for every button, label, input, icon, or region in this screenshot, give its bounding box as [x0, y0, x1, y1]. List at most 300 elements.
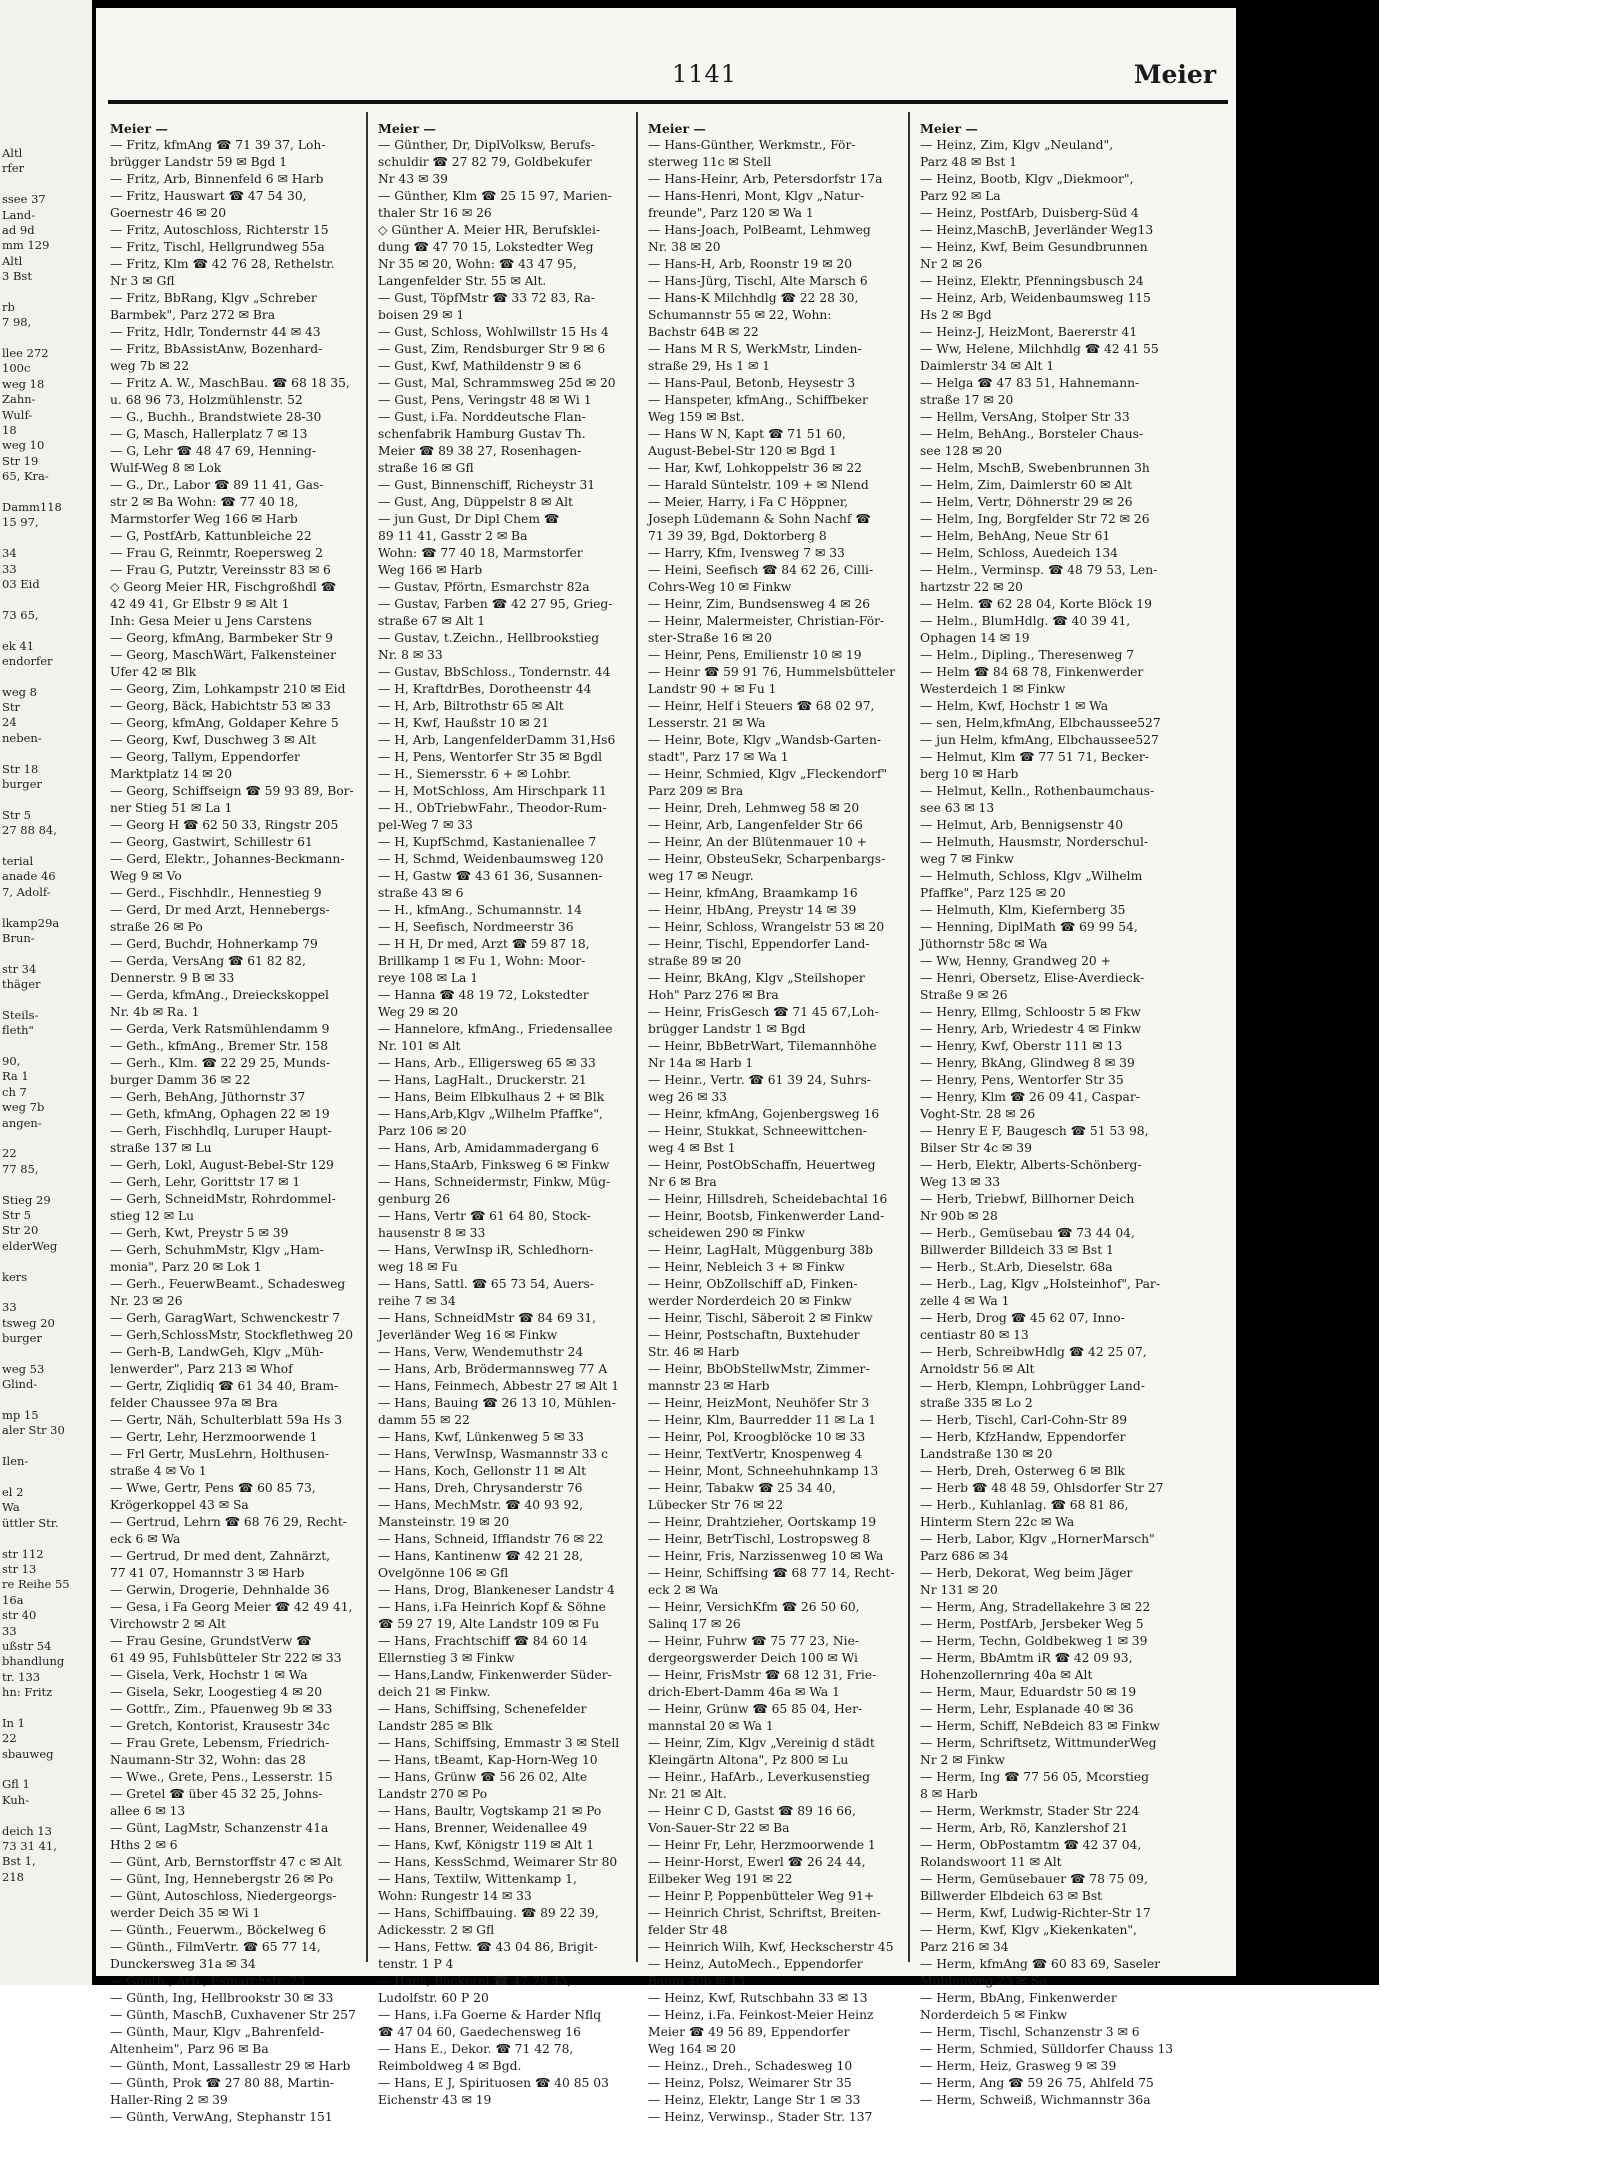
directory-entry-line: lenwerder", Parz 213 ✉ Whof — [110, 1362, 293, 1376]
directory-entry-line: Nr 14a ✉ Harb 1 — [648, 1056, 754, 1070]
directory-entry-line: Wohn: ☎ 77 40 18, Marmstorfer — [378, 546, 583, 560]
previous-page-fragment — [2, 1346, 92, 1361]
directory-entry-line: — Gerh., Klm. ☎ 22 29 25, Munds- — [110, 1056, 330, 1070]
directory-entry-line: Meier ☎ 49 56 89, Eppendorfer — [648, 2025, 850, 2039]
previous-page-fragment: Str 18 — [2, 761, 39, 776]
previous-page-fragment: 33 — [2, 1300, 17, 1315]
previous-page-fragment: Bst 1, — [2, 1854, 36, 1869]
directory-entry-line: — Gust, i.Fa. Norddeutsche Flan- — [378, 410, 586, 424]
directory-entry-line: — Hans, tBeamt, Kap-Horn-Weg 10 — [378, 1753, 598, 1767]
previous-page-fragment: Zahn- — [2, 392, 36, 407]
directory-entry-line: Dunckersweg 31a ✉ 34 — [110, 1957, 256, 1971]
directory-entry-line: Joseph Lüdemann & Sohn Nachf ☎ — [648, 512, 871, 526]
directory-entry-line: — Gust, Zim, Rendsburger Str 9 ✉ 6 — [378, 342, 606, 356]
directory-entry-line: Norderdeich 5 ✉ Finkw — [920, 2008, 1068, 2022]
directory-entry-line: Bilser Str 4c ✉ 39 — [920, 1141, 1032, 1155]
directory-entry-line: — Heinr, BetrTischl, Lostropsweg 8 — [648, 1532, 871, 1546]
previous-page-fragment — [2, 1131, 92, 1146]
directory-entry-line: straße 26 ✉ Po — [110, 920, 203, 934]
directory-entry-line: Parz 216 ✉ 34 — [920, 1940, 1009, 1954]
directory-entry-line: — G, Lehr ☎ 48 47 69, Henning- — [110, 444, 317, 458]
previous-page-fragment — [2, 623, 92, 638]
directory-entry-line: — Hans, Schiffbauing. ☎ 89 22 39, — [378, 1906, 599, 1920]
directory-entry-line: — Helm, Kwf, Hochstr 1 ✉ Wa — [920, 699, 1109, 713]
directory-entry-line: — H, KraftdrBes, Dorotheenstr 44 — [378, 682, 592, 696]
directory-entry-line: — Hans, SchneidMstr ☎ 84 69 31, — [378, 1311, 597, 1325]
directory-entry-line: — Günth., Arb., Esmarchstr. 73 — [110, 1974, 306, 1988]
directory-entry-line: — Frau Gesine, GrundstVerw ☎ — [110, 1634, 312, 1648]
directory-entry-line: — Herm, Ing ☎ 77 56 05, Mcorstieg — [920, 1770, 1150, 1784]
previous-page-fragment: anade 46 — [2, 869, 56, 884]
directory-entry-line: Nr 131 ✉ 20 — [920, 1583, 998, 1597]
directory-entry-line: — Günth, Maur, Klgv „Bahrenfeld- — [110, 2025, 325, 2039]
previous-page-fragment: rfer — [2, 161, 25, 176]
directory-entry-line: Pfaffke", Parz 125 ✉ 20 — [920, 886, 1066, 900]
directory-entry-line: Nr 6 ✉ Bra — [648, 1175, 717, 1189]
previous-page-fragment: Damm118 — [2, 499, 62, 514]
directory-entry-line: — Henning, DiplMath ☎ 69 99 54, — [920, 920, 1138, 934]
directory-entry-line: see 128 ✉ 20 — [920, 444, 1003, 458]
directory-entry-line: — Heinr, Grünw ☎ 65 85 04, Her- — [648, 1702, 863, 1716]
directory-entry-line: — Heinr, Fuhrw ☎ 75 77 23, Nie- — [648, 1634, 860, 1648]
directory-entry-line: — Heinr, ObZollschiff aD, Finken- — [648, 1277, 858, 1291]
directory-entry-line: — H., ObTriebwFahr., Theodor-Rum- — [378, 801, 607, 815]
directory-entry-line: — Günt, LagMstr, Schanzenstr 41a — [110, 1821, 329, 1835]
directory-entry-line: Weg 166 ✉ Harb — [378, 563, 483, 577]
directory-entry-line: — Gerh, BehAng, Jüthornstr 37 — [110, 1090, 306, 1104]
directory-entry-line: — H, Gastw ☎ 43 61 36, Susannen- — [378, 869, 603, 883]
directory-entry-line: — Helm., Dipling., Theresenweg 7 — [920, 648, 1135, 662]
directory-entry-line: Nr. 21 ✉ Alt. — [648, 1787, 727, 1801]
page-heading: Meier — [1133, 60, 1216, 89]
directory-entry-line: — Helm. ☎ 62 28 04, Korte Blöck 19 — [920, 597, 1152, 611]
directory-entry-line: — H, Kwf, Haußstr 10 ✉ 21 — [378, 716, 550, 730]
directory-entry-line: — Fritz, BbAssistAnw, Bozenhard- — [110, 342, 323, 356]
directory-entry-line: — Hans, Verw, Wendemuthstr 24 — [378, 1345, 584, 1359]
directory-entry-line: genburg 26 — [378, 1192, 451, 1206]
previous-page-fragment: str 34 — [2, 961, 37, 976]
previous-page-fragment: In 1 — [2, 1715, 25, 1730]
directory-entry-line: August-Bebel-Str 120 ✉ Bgd 1 — [648, 444, 837, 458]
directory-entry-line: — Henry, Kwf, Oberstr 111 ✉ 13 — [920, 1039, 1123, 1053]
previous-page-fragment: 3 Bst — [2, 269, 32, 284]
directory-entry-line: weg 7 ✉ Finkw — [920, 852, 1014, 866]
directory-entry-line: — Georg, MaschWärt, Falkensteiner — [110, 648, 337, 662]
directory-entry-line: Hinterm Stern 22c ✉ Wa — [920, 1515, 1075, 1529]
directory-entry-line: — Hannelore, kfmAng., Friedensallee — [378, 1022, 613, 1036]
directory-entry-line: — Heinr, kfmAng, Gojenbergsweg 16 — [648, 1107, 880, 1121]
directory-entry-line: dergeorgswerder Deich 100 ✉ Wi — [648, 1651, 858, 1665]
directory-entry-line: — Heinr, FrisGesch ☎ 71 45 67,Loh- — [648, 1005, 879, 1019]
directory-entry-line: 71 39 39, Bgd, Doktorberg 8 — [648, 529, 827, 543]
directory-entry-line: — Heinr, Pol, Kroogblöcke 10 ✉ 33 — [648, 1430, 866, 1444]
directory-entry-line: — Heinr, TextVertr, Knospenweg 4 — [648, 1447, 863, 1461]
directory-entry-line: reihe 7 ✉ 34 — [378, 1294, 456, 1308]
previous-page-fragment — [2, 1285, 92, 1300]
directory-entry-line: — Heinr, HeizMont, Neuhöfer Str 3 — [648, 1396, 870, 1410]
directory-entry-line: — Hans W N, Kapt ☎ 71 51 60, — [648, 427, 846, 441]
directory-entry-line: — Gertr, Ziqlidiq ☎ 61 34 40, Bram- — [110, 1379, 339, 1393]
directory-entry-line: — Herm, BbAmtm iR ☎ 42 09 93, — [920, 1651, 1133, 1665]
directory-entry-line: — Hans-Heinr, Arb, Petersdorfstr 17a — [648, 172, 883, 186]
previous-page-fragment: ek 41 — [2, 638, 35, 653]
previous-page-fragment: tr. 133 — [2, 1669, 41, 1684]
directory-entry-line: Salinq 17 ✉ 26 — [648, 1617, 741, 1631]
directory-entry-line: 42 49 41, Gr Elbstr 9 ✉ Alt 1 — [110, 597, 290, 611]
previous-page-edge — [0, 0, 92, 1985]
directory-entry-line: — Günth., Feuerwm., Böckelweg 6 — [110, 1923, 326, 1937]
directory-entry-line: Nr 2 ✉ Finkw — [920, 1753, 1005, 1767]
previous-page-fragment: thäger — [2, 977, 41, 992]
previous-page-fragment — [2, 1762, 92, 1777]
directory-entry-line: — Herm, Arb, Rö, Kanzlershof 21 — [920, 1821, 1129, 1835]
previous-page-fragment: Altl — [2, 146, 23, 160]
directory-entry-line: — Gustav, BbSchloss., Tondernstr. 44 — [378, 665, 611, 679]
directory-entry-line: allee 6 ✉ 13 — [110, 1804, 186, 1818]
directory-entry-line: Marmstorfer Weg 166 ✉ Harb — [110, 512, 298, 526]
previous-page-fragment — [2, 1531, 92, 1546]
directory-entry-line: — Gust, Binnenschiff, Richeystr 31 — [378, 478, 596, 492]
directory-entry-line: — Hans,Landw, Finkenwerder Süder- — [378, 1668, 612, 1682]
directory-entry-line: Adickesstr. 2 ✉ Gfl — [378, 1923, 495, 1937]
directory-entry-line: straße 43 ✉ 6 — [378, 886, 464, 900]
previous-page-fragment — [2, 1393, 92, 1408]
directory-entry-line: — Helmut, Arb, Bennigsenstr 40 — [920, 818, 1124, 832]
directory-entry-line: — Herb, Elektr, Alberts-Schönberg- — [920, 1158, 1142, 1172]
column-head: Meier — — [920, 121, 978, 136]
directory-entry-line: Weg 29 ✉ 20 — [378, 1005, 459, 1019]
previous-page-fragment: bhandlung — [2, 1654, 65, 1669]
directory-entry-line: — Harry, Kfm, Ivensweg 7 ✉ 33 — [648, 546, 845, 560]
directory-entry-line: — Heinz, Polsz, Weimarer Str 35 — [648, 2076, 852, 2090]
directory-entry-line: — Helmuth, Hausmstr, Norderschul- — [920, 835, 1149, 849]
directory-entry-line: Nr 43 ✉ 39 — [378, 172, 448, 186]
directory-entry-line: brügger Landstr 1 ✉ Bgd — [648, 1022, 806, 1036]
directory-entry-line: — Hellm, VersAng, Stolper Str 33 — [920, 410, 1130, 424]
previous-page-fragment: 22 — [2, 1731, 17, 1746]
previous-page-fragment: ch 7 — [2, 1084, 27, 1099]
directory-entry-line: — Hans, Schiffsing, Emmastr 3 ✉ Stell — [378, 1736, 620, 1750]
directory-entry-line: — Gerda, kfmAng., Dreieckskoppel — [110, 988, 329, 1002]
directory-entry-line: — Fritz A. W., MaschBau. ☎ 68 18 35, — [110, 376, 350, 390]
directory-entry-line: Landstraße 130 ✉ 20 — [920, 1447, 1053, 1461]
directory-entry-line: straße 67 ✉ Alt 1 — [378, 614, 486, 628]
previous-page-fragment — [2, 331, 92, 346]
directory-entry-line: Arnoldstr 56 ✉ Alt — [920, 1362, 1035, 1376]
directory-entry-line: — Hans, Kwf, Königstr 119 ✉ Alt 1 — [378, 1838, 595, 1852]
directory-entry-line: — Günt, Arb, Bernstorffstr 47 c ✉ Alt — [110, 1855, 342, 1869]
directory-entry-line: Krögerkoppel 43 ✉ Sa — [110, 1498, 249, 1512]
directory-entry-line: — Gerh,SchlossMstr, Stockflethweg 20 — [110, 1328, 354, 1342]
previous-page-fragment: 100c — [2, 361, 31, 376]
directory-entry-line: Ellernstieg 3 ✉ Finkw — [378, 1651, 515, 1665]
previous-page-fragment: kers — [2, 1269, 28, 1284]
directory-entry-line: — Gerd., Fischhdlr., Hennestieg 9 — [110, 886, 322, 900]
directory-entry-line: Jüthornstr 58c ✉ Wa — [920, 937, 1048, 951]
directory-entry-line: — Heinr, Tabakw ☎ 25 34 40, — [648, 1481, 836, 1495]
directory-entry-line: — Geth., kfmAng., Bremer Str. 158 — [110, 1039, 329, 1053]
directory-entry-line: mannstr 23 ✉ Harb — [648, 1379, 770, 1393]
directory-entry-line: werder Norderdeich 20 ✉ Finkw — [648, 1294, 852, 1308]
directory-entry-line: — Heinr, Hillsdreh, Scheidebachtal 16 — [648, 1192, 888, 1206]
previous-page-fragment: 34 — [2, 546, 17, 561]
directory-entry-line: — Hans, Dreh, Chrysanderstr 76 — [378, 1481, 583, 1495]
directory-entry-line: ner Stieg 51 ✉ La 1 — [110, 801, 233, 815]
directory-entry-line: — Herb., Lag, Klgv „Holsteinhof", Par- — [920, 1277, 1160, 1291]
directory-entry-line: — Herm, Schriftsetz, WittmunderWeg — [920, 1736, 1157, 1750]
directory-entry-line: — sen, Helm,kfmAng, Elbchaussee527 — [920, 716, 1161, 730]
previous-page-fragment: str 40 — [2, 1608, 37, 1623]
directory-entry-line: — Günth, Mont, Lassallestr 29 ✉ Harb — [110, 2059, 351, 2073]
directory-entry-line: — Meier, Harry, i Fa C Höppner, — [648, 495, 849, 509]
directory-entry-line: — Herb, SchreibwHdlg ☎ 42 25 07, — [920, 1345, 1147, 1359]
previous-page-fragment: Str 20 — [2, 1223, 39, 1238]
directory-entry-line: — Heinr, VersichKfm ☎ 26 50 60, — [648, 1600, 860, 1614]
directory-entry-line: Nr 2 ✉ 26 — [920, 257, 983, 271]
directory-entry-line: — Herm, Tischl, Schanzenstr 3 ✉ 6 — [920, 2025, 1140, 2039]
previous-page-fragment: Kuh- — [2, 1792, 30, 1807]
directory-entry-line: Billwerder Elbdeich 63 ✉ Bst — [920, 1889, 1103, 1903]
previous-page-fragment: Wa — [2, 1500, 20, 1515]
directory-entry-line: — Hanna ☎ 48 19 72, Lokstedter — [378, 988, 589, 1002]
directory-entry-line: — Herb ☎ 48 48 59, Ohlsdorfer Str 27 — [920, 1481, 1164, 1495]
directory-entry-line: Straße 9 ✉ 26 — [920, 988, 1008, 1002]
directory-entry-line: Brillkamp 1 ✉ Fu 1, Wohn: Moor- — [378, 954, 586, 968]
directory-entry-line: boisen 29 ✉ 1 — [378, 308, 465, 322]
previous-page-fragment: Stieg 29 — [2, 1192, 51, 1207]
directory-entry-line: — Hans, Bäckerei ☎ 47 79 43, — [378, 1974, 572, 1988]
directory-entry-line: — Herm, BbAng, Finkenwerder — [920, 1991, 1117, 2005]
previous-page-fragment: Gfl 1 — [2, 1777, 30, 1792]
directory-entry-line: — Hans, VerwInsp, Wasmannstr 33 c — [378, 1447, 609, 1461]
directory-entry-line: — Hans, E J, Spirituosen ☎ 40 85 03 — [378, 2076, 609, 2090]
previous-page-fragment: weg 53 — [2, 1361, 45, 1376]
directory-entry-line: — Heinr, Helf i Steuers ☎ 68 02 97, — [648, 699, 875, 713]
directory-entry-line: — Heinz, Verwinsp., Stader Str. 137 — [648, 2110, 873, 2124]
directory-entry-line: — Gerda, Verk Ratsmühlendamm 9 — [110, 1022, 330, 1036]
directory-entry-line: str 2 ✉ Ba Wohn: ☎ 77 40 18, — [110, 495, 299, 509]
directory-entry-line: — Helm, BehAng., Borsteler Chaus- — [920, 427, 1144, 441]
directory-entry-line: — Helm, Vertr, Döhnerstr 29 ✉ 26 — [920, 495, 1133, 509]
directory-entry-line: Naumann-Str 32, Wohn: das 28 — [110, 1753, 306, 1767]
directory-entry-line: — Henry, Pens, Wentorfer Str 35 — [920, 1073, 1124, 1087]
directory-entry-line: Ovelgönne 106 ✉ Gfl — [378, 1566, 509, 1580]
directory-entry-line: straße 16 ✉ Gfl — [378, 461, 474, 475]
directory-entry-line: — H, KupfSchmd, Kastanienallee 7 — [378, 835, 597, 849]
directory-entry-line: — Herm, Schweiß, Wichmannstr 36a — [920, 2093, 1151, 2107]
directory-entry-line: — Hans, Textilw, Wittenkamp 1, — [378, 1872, 577, 1886]
directory-entry-line: — Gesa, i Fa Georg Meier ☎ 42 49 41, — [110, 1600, 353, 1614]
directory-entry-line: — Heinr., HafArb., Leverkusenstieg — [648, 1770, 871, 1784]
previous-page-fragment: 16a — [2, 1592, 24, 1607]
directory-entry-line: Daimlerstr 34 ✉ Alt 1 — [920, 359, 1055, 373]
directory-column-1 — [110, 120, 364, 2124]
directory-entry-line: mannstal 20 ✉ Wa 1 — [648, 1719, 774, 1733]
directory-entry-line: — Heinz, Kwf, Beim Gesundbrunnen — [920, 240, 1148, 254]
directory-entry-line: Lübecker Str 76 ✉ 22 — [648, 1498, 784, 1512]
directory-entry-line: Nr 35 ✉ 20, Wohn: ☎ 43 47 95, — [378, 257, 577, 271]
directory-entry-line: — Heinr, ObsteuSekr, Scharpenbargs- — [648, 852, 886, 866]
previous-page-fragment: Ilen- — [2, 1454, 29, 1469]
directory-entry-line: — Hans, Drog, Blankeneser Landstr 4 — [378, 1583, 615, 1597]
directory-entry-line: — Frl Gertr, MusLehrn, Holthusen- — [110, 1447, 330, 1461]
directory-entry-line: Bachstr 64B ✉ 22 — [648, 325, 759, 339]
previous-page-fragment — [2, 1039, 92, 1054]
directory-entry-line: — Helga ☎ 47 83 51, Hahnemann- — [920, 376, 1140, 390]
directory-column-4 — [920, 120, 1220, 2107]
directory-entry-line: — Herb, Dreh, Osterweg 6 ✉ Blk — [920, 1464, 1125, 1478]
previous-page-fragment — [2, 1470, 92, 1485]
directory-entry-line: Goernestr 46 ✉ 20 — [110, 206, 227, 220]
directory-entry-line: damm 55 ✉ 22 — [378, 1413, 470, 1427]
column-head: Meier — — [110, 121, 168, 136]
directory-entry-line: schenfabrik Hamburg Gustav Th. — [378, 427, 586, 441]
previous-page-fragment — [2, 792, 92, 807]
directory-entry-line: — Günth, Prok ☎ 27 80 88, Martin- — [110, 2076, 335, 2090]
previous-page-fragment: mm 129 — [2, 238, 50, 253]
directory-entry-line: — Hans, i.Fa Heinrich Kopf & Söhne — [378, 1600, 606, 1614]
directory-entry-line: — Heinr, Pens, Emilienstr 10 ✉ 19 — [648, 648, 862, 662]
previous-page-fragment: Steils- — [2, 1007, 39, 1022]
directory-entry-line: u. 68 96 73, Holzmühlenstr. 52 — [110, 393, 303, 407]
directory-entry-line: Parz 209 ✉ Bra — [648, 784, 744, 798]
directory-entry-line: — Hans, Brenner, Weidenallee 49 — [378, 1821, 588, 1835]
directory-entry-line: weg 26 ✉ 33 — [648, 1090, 727, 1104]
directory-entry-line: weg 17 ✉ Neugr. — [648, 869, 754, 883]
directory-entry-line: — H, Arb, LangenfelderDamm 31,Hs6 — [378, 733, 616, 747]
directory-entry-line: berg 10 ✉ Harb — [920, 767, 1019, 781]
directory-entry-line: — Fritz, kfmAng ☎ 71 39 37, Loh- — [110, 138, 326, 152]
directory-entry-line: — Gerh, SchneidMstr, Rohrdommel- — [110, 1192, 336, 1206]
directory-entry-line: — Herm, Kwf, Klgv „Kiekenkaten", — [920, 1923, 1137, 1937]
directory-entry-line: — Heinrich Christ, Schriftst, Breiten- — [648, 1906, 881, 1920]
previous-page-fragment: 218 — [2, 1869, 24, 1884]
directory-entry-line: Jeverländer Weg 16 ✉ Finkw — [378, 1328, 558, 1342]
directory-entry-line: — Hans, VerwInsp iR, Schledhorn- — [378, 1243, 594, 1257]
directory-entry-line: Billwerder Billdeich 33 ✉ Bst 1 — [920, 1243, 1114, 1257]
directory-entry-line: — Heinz, PostfArb, Duisberg-Süd 4 — [920, 206, 1139, 220]
directory-entry-line: Lesserstr. 21 ✉ Wa — [648, 716, 766, 730]
directory-entry-line: — Herm, Lehr, Esplanade 40 ✉ 36 — [920, 1702, 1134, 1716]
directory-entry-line: — Hans,Arb,Klgv „Wilhelm Pfaffke", — [378, 1107, 603, 1121]
directory-entry-line: — Hans,StaArb, Finksweg 6 ✉ Finkw — [378, 1158, 610, 1172]
directory-entry-line: — Hans, Schneidermstr, Finkw, Müg- — [378, 1175, 611, 1189]
directory-entry-line: — Heinr, kfmAng, Braamkamp 16 — [648, 886, 858, 900]
directory-entry-line: — Gertrud, Dr med dent, Zahnärzt, — [110, 1549, 331, 1563]
directory-entry-line: — Hans, KessSchmd, Weimarer Str 80 — [378, 1855, 618, 1869]
directory-entry-line: ☎ 47 04 60, Gaedechensweg 16 — [378, 2025, 581, 2039]
directory-entry-line: zelle 4 ✉ Wa 1 — [920, 1294, 1010, 1308]
directory-entry-line: — Wwe., Grete, Pens., Lesserstr. 15 — [110, 1770, 333, 1784]
directory-entry-line: — Hans E., Dekor. ☎ 71 42 78, — [378, 2042, 574, 2056]
directory-entry-line: — Günth, MaschB, Cuxhavener Str 257 — [110, 2008, 356, 2022]
previous-page-fragment — [2, 1439, 92, 1454]
directory-entry-line: straße 335 ✉ Lo 2 — [920, 1396, 1033, 1410]
previous-page-fragment — [2, 992, 92, 1007]
directory-entry-line: — Günth., FilmVertr. ☎ 65 77 14, — [110, 1940, 321, 1954]
previous-page-fragment — [2, 592, 92, 607]
directory-entry-line: — Günther, Klm ☎ 25 15 97, Marien- — [378, 189, 612, 203]
directory-entry-line: — Heinr, HbAng, Preystr 14 ✉ 39 — [648, 903, 857, 917]
directory-entry-line: — Herm, Kwf, Ludwig-Richter-Str 17 — [920, 1906, 1151, 1920]
directory-entry-line: — H H, Dr med, Arzt ☎ 59 87 18, — [378, 937, 590, 951]
directory-entry-line: — Gretch, Kontorist, Krausestr 34c — [110, 1719, 330, 1733]
directory-entry-line: — Günther, Dr, DiplVolksw, Berufs- — [378, 138, 596, 152]
directory-entry-line: see 63 ✉ 13 — [920, 801, 995, 815]
directory-entry-line: — Henry E F, Baugesch ☎ 51 53 98, — [920, 1124, 1149, 1138]
directory-entry-line: — Herb, Labor, Klgv „HornerMarsch" — [920, 1532, 1155, 1546]
directory-entry-line: — Heinr, LagHalt, Müggenburg 38b — [648, 1243, 873, 1257]
previous-page-fragment — [2, 669, 92, 684]
previous-page-fragment — [2, 285, 92, 300]
directory-entry-line: — Günt, Autoschloss, Niedergeorgs- — [110, 1889, 337, 1903]
directory-entry-line: — Helm, BehAng, Neue Str 61 — [920, 529, 1111, 543]
directory-entry-line: — Herm, Gemüsebauer ☎ 78 75 09, — [920, 1872, 1148, 1886]
previous-page-fragment: Str — [2, 700, 20, 715]
directory-entry-line: Weg 9 ✉ Vo — [110, 869, 182, 883]
directory-entry-line: Nr. 101 ✉ Alt — [378, 1039, 461, 1053]
directory-entry-line: — Gerh, SchuhmMstr, Klgv „Ham- — [110, 1243, 324, 1257]
directory-entry-line: Nr 3 ✉ Gfl — [110, 274, 175, 288]
directory-entry-line: — Fritz, Hauswart ☎ 47 54 30, — [110, 189, 307, 203]
directory-entry-line: — Hans, Arb, Amidammadergang 6 — [378, 1141, 599, 1155]
directory-entry-line: Mansteinstr. 19 ✉ 20 — [378, 1515, 510, 1529]
directory-entry-line: — Har, Kwf, Lohkoppelstr 36 ✉ 22 — [648, 461, 863, 475]
previous-page-fragment: Glind- — [2, 1377, 38, 1392]
directory-entry-line: — Gerh, Kwt, Preystr 5 ✉ 39 — [110, 1226, 289, 1240]
directory-entry-line: Ophagen 14 ✉ 19 — [920, 631, 1030, 645]
directory-entry-line: — Herb, Triebwf, Billhorner Deich — [920, 1192, 1135, 1206]
directory-entry-line: — Gretel ☎ über 45 32 25, Johns- — [110, 1787, 323, 1801]
directory-entry-line: — Heinr P, Poppenbütteler Weg 91+ — [648, 1889, 875, 1903]
directory-entry-line: — Herm, Techn, Goldbekweg 1 ✉ 39 — [920, 1634, 1148, 1648]
directory-entry-line: — Gust, Kwf, Mathildenstr 9 ✉ 6 — [378, 359, 582, 373]
directory-entry-line: — Heinr, Bootsb, Finkenwerder Land- — [648, 1209, 885, 1223]
directory-entry-line: — Georg, Tallym, Eppendorfer — [110, 750, 300, 764]
directory-entry-line: — Heinr, Klm, Baurredder 11 ✉ La 1 — [648, 1413, 877, 1427]
previous-page-fragment: 65, Kra- — [2, 469, 49, 484]
directory-entry-line: — Heinr, BbBetrWart, Tilemannhöhe — [648, 1039, 877, 1053]
directory-entry-line: — Gerh, Lehr, Gorittstr 17 ✉ 1 — [110, 1175, 301, 1189]
directory-entry-line: — Harald Süntelstr. 109 + ✉ Nlend — [648, 478, 869, 492]
previous-page-fragment: endorfer — [2, 653, 53, 668]
directory-entry-line: Parz 92 ✉ La — [920, 189, 1001, 203]
directory-entry-line: — Heinz,MaschB, Jeverländer Weg13 — [920, 223, 1154, 237]
directory-entry-line: Nr 90b ✉ 28 — [920, 1209, 998, 1223]
directory-entry-line: weg 18 ✉ Fu — [378, 1260, 458, 1274]
directory-entry-line: — Heinr, Tischl, Säberoit 2 ✉ Finkw — [648, 1311, 873, 1325]
previous-page-fragment: 15 97, — [2, 515, 39, 530]
directory-entry-line: Hoh" Parz 276 ✉ Bra — [648, 988, 779, 1002]
directory-entry-line: — Hans, Arb, Brödermannsweg 77 A — [378, 1362, 608, 1376]
previous-page-fragment — [2, 746, 92, 761]
directory-entry-line: Parz 48 ✉ Bst 1 — [920, 155, 1018, 169]
directory-entry-line: — Günth, Ing, Hellbrookstr 30 ✉ 33 — [110, 1991, 334, 2005]
directory-entry-line: Wohn: Rungestr 14 ✉ 33 — [378, 1889, 532, 1903]
directory-entry-line: — Hans, Feinmech, Abbestr 27 ✉ Alt 1 — [378, 1379, 620, 1393]
directory-entry-line: — Heinr, BbObStellwMstr, Zimmer- — [648, 1362, 870, 1376]
directory-entry-line: Dennerstr. 9 B ✉ 33 — [110, 971, 235, 985]
previous-page-fragment: re Reihe 55 — [2, 1577, 70, 1592]
directory-entry-line: ☎ 59 27 19, Alte Landstr 109 ✉ Fu — [378, 1617, 600, 1631]
directory-entry-line: — Herm, Ang, Stradellakehre 3 ✉ 22 — [920, 1600, 1151, 1614]
directory-entry-line: reye 108 ✉ La 1 — [378, 971, 479, 985]
directory-entry-line: — Heinr, Dreh, Lehmweg 58 ✉ 20 — [648, 801, 860, 815]
directory-entry-line: — Wwe, Gertr, Pens ☎ 60 85 73, — [110, 1481, 316, 1495]
directory-entry-line: — Heinz-J, HeizMont, Baererstr 41 — [920, 325, 1138, 339]
directory-entry-line: — Heinz, Bootb, Klgv „Diekmoor", — [920, 172, 1134, 186]
directory-entry-line: felder Str 48 — [648, 1923, 728, 1937]
